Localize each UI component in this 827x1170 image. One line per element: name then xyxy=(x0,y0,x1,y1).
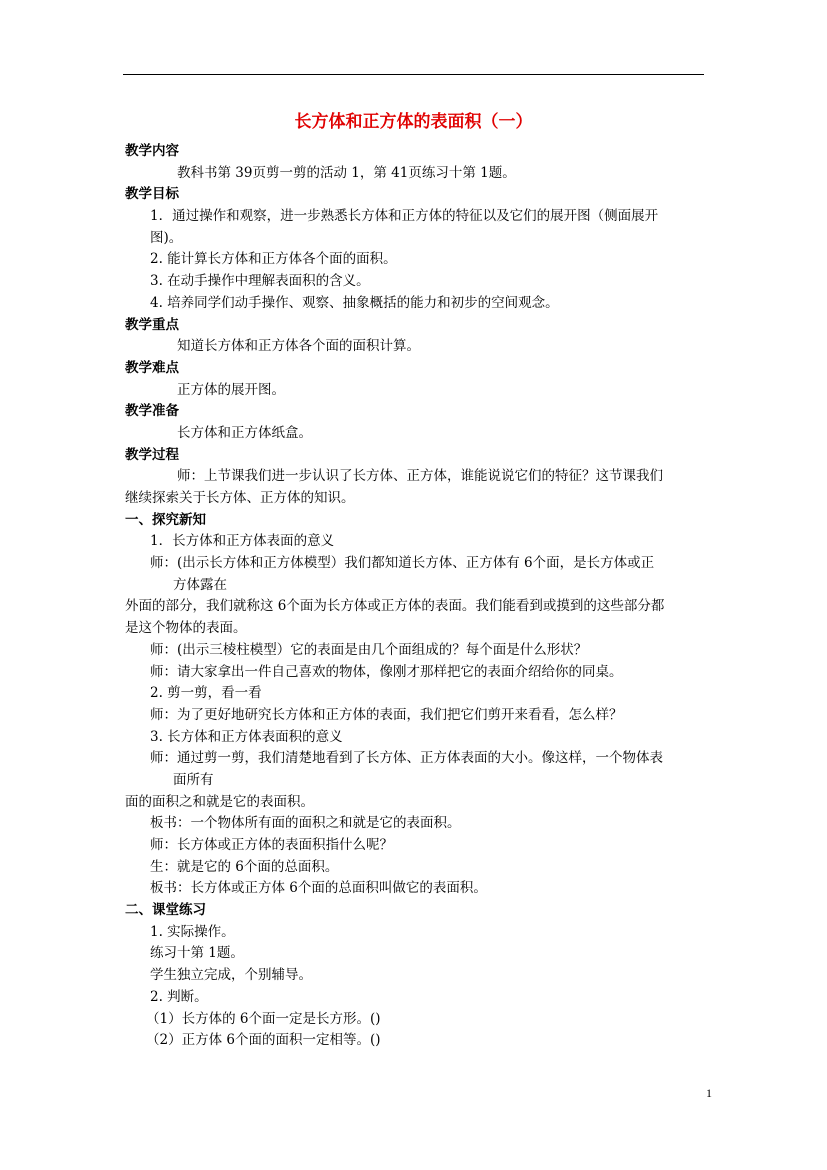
body-line: 教科书第 39页剪一剪的活动 1，第 41页练习十第 1题。 xyxy=(177,164,516,181)
section-heading: 教学过程 xyxy=(125,446,179,463)
section-heading: 教学内容 xyxy=(125,143,179,159)
body-line: 师：长方体或正方体的表面积指什么呢？ xyxy=(150,837,393,853)
body-line: 长方体和正方体纸盒。 xyxy=(177,424,312,441)
document-body xyxy=(125,141,704,1052)
section-heading: 一、探究新知 xyxy=(125,511,206,528)
body-line: 2. 判断。 xyxy=(150,988,208,1005)
body-line: 师：(出示长方体和正方体模型）我们都知道长方体、正方体有 6个面，是长方体或正 xyxy=(150,555,655,572)
body-line: 1．通过操作和观察，进一步熟悉长方体和正方体的特征以及它们的展开图（侧面展开 xyxy=(150,208,659,225)
body-line: 2. 剪一剪，看一看 xyxy=(150,685,262,702)
body-line: （1）长方体的 6个面一定是长方形。() xyxy=(146,1010,381,1027)
body-line: （2）正方体 6个面的面积一定相等。() xyxy=(146,1032,381,1049)
body-line: 面所有 xyxy=(173,771,214,788)
body-line: 3. 长方体和正方体表面积的意义 xyxy=(150,728,343,745)
body-line: 正方体的展开图。 xyxy=(177,381,285,398)
body-line: 师：通过剪一剪，我们清楚地看到了长方体、正方体表面的大小。像这样，一个物体表 xyxy=(150,750,663,767)
header-rule xyxy=(123,74,704,75)
section-heading: 二、课堂练习 xyxy=(125,902,206,919)
body-line: 生：就是它的 6个面的总面积。 xyxy=(150,858,339,875)
body-line: 继续探索关于长方体、正方体的知识。 xyxy=(125,490,355,506)
body-line: 方体露在 xyxy=(173,576,227,593)
body-line: 1．长方体和正方体表面的意义 xyxy=(150,533,335,550)
body-line: 板书：长方体或正方体 6个面的总面积叫做它的表面积。 xyxy=(150,880,487,897)
page-number: 1 xyxy=(706,1086,712,1100)
body-line: 3. 在动手操作中理解表面积的含义。 xyxy=(150,273,370,290)
body-line: 练习十第 1题。 xyxy=(150,945,244,962)
body-line: 师：(出示三棱柱模型）它的表面是由几个面组成的？每个面是什么形状？ xyxy=(150,641,588,658)
body-line: 1. 实际操作。 xyxy=(150,923,235,940)
section-heading: 教学准备 xyxy=(125,403,179,420)
body-line: 师：为了更好地研究长方体和正方体的表面，我们把它们剪开来看看，怎么样？ xyxy=(150,706,623,723)
body-line: 师：上节课我们进一步认识了长方体、正方体，谁能说说它们的特征？这节课我们 xyxy=(177,468,663,485)
body-line: 知道长方体和正方体各个面的面积计算。 xyxy=(177,338,420,355)
body-line: 2. 能计算长方体和正方体各个面的面积。 xyxy=(150,251,397,268)
body-line: 学生独立完成，个别辅导。 xyxy=(150,967,312,984)
body-line: 是这个物体的表面。 xyxy=(125,620,247,637)
body-line: 师：请大家拿出一件自己喜欢的物体，像刚才那样把它的表面介绍给你的同桌。 xyxy=(150,663,623,680)
body-line: 面的面积之和就是它的表面积。 xyxy=(125,793,314,810)
document-title: 长方体和正方体的表面积（一） xyxy=(294,112,533,132)
section-heading: 教学重点 xyxy=(125,316,179,333)
section-heading: 教学难点 xyxy=(125,359,179,376)
section-heading: 教学目标 xyxy=(125,186,179,203)
body-line: 板书：一个物体所有面的面积之和就是它的表面积。 xyxy=(150,815,461,832)
body-line: 4. 培养同学们动手操作、观察、抽象概括的能力和初步的空间观念。 xyxy=(150,294,559,311)
body-line: 图)。 xyxy=(150,229,183,246)
body-line: 外面的部分，我们就称这 6个面为长方体或正方体的表面。我们能看到或摸到的这些部分都 xyxy=(125,598,665,615)
